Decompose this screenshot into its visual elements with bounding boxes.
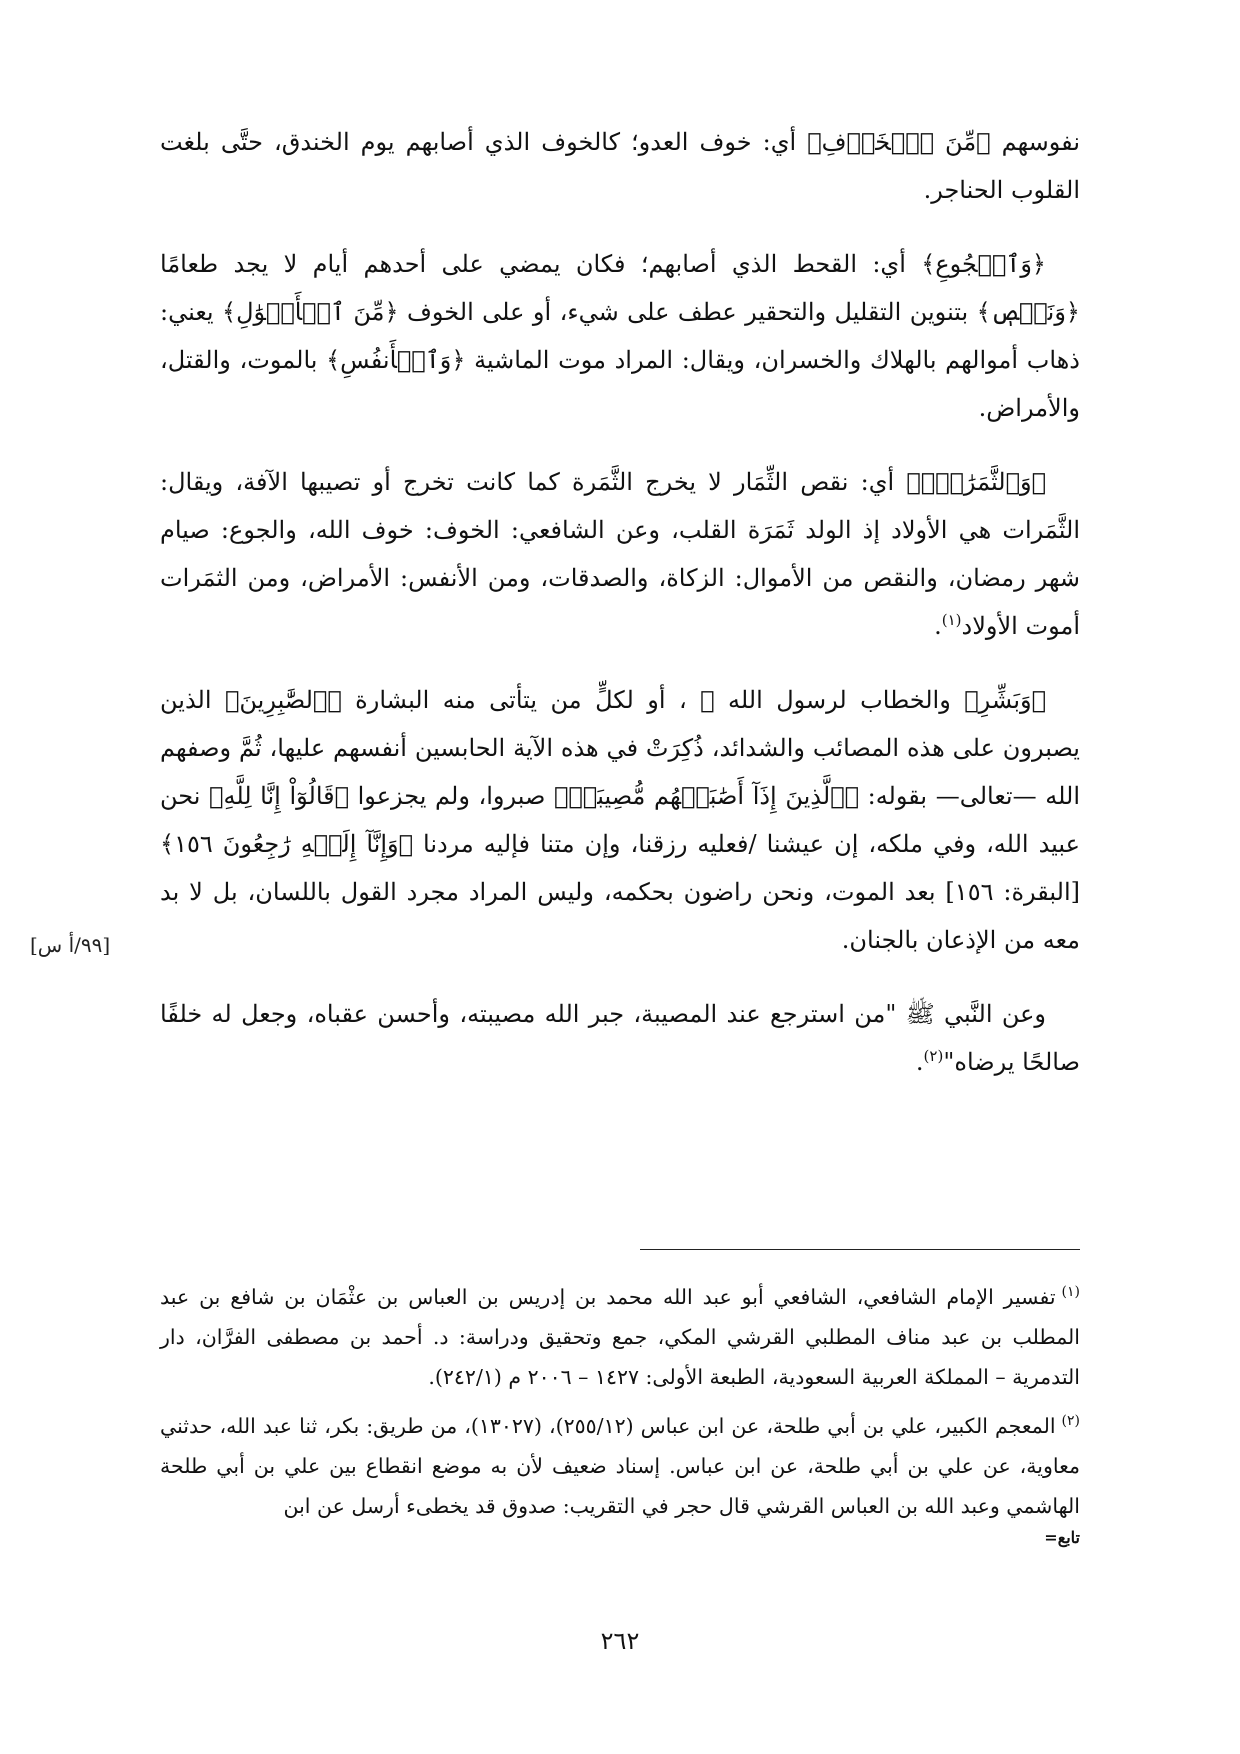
- main-text: [160, 118, 1080, 1112]
- paragraph-4: ﴿وَبَشِّرِ﴾ والخطاب لرسول الله ﷺ ، أو لكلٍّ من يتأتى منه البشارة ﴿ٱلصَّٰبِرِينَ﴾ الذين يصبرون على هذه المصائب والشدائد، ذُكِرَتْ في هذه الآية الحابسين أنفسهم عليها، ثُمَّ وصفهم الله —تعالى— بقوله: ﴿ٱلَّذِينَ إِذَآ أَصَٰبَتۡهُم مُّصِيبَةٞ﴾ صبروا، ولم يجزعوا ﴿قَالُوٓاْ إِنَّا لِلَّهِ﴾ نحن عبيد الله، وفي ملكه، إن عيشنا /فعليه رزقنا، وإن متنا فإليه مردنا ﴿وَإِنَّآ إِلَيۡهِ رَٰجِعُونَ ١٥٦﴾ [البقرة: ١٥٦] بعد الموت، ونحن راضون بحكمه، وليس المراد مجرد القول باللسان، بل لا بد معه من الإذعان بالجنان.: [160, 686, 1081, 954]
- continuation-label: تابع=: [1044, 1527, 1080, 1547]
- footnote-1: [160, 1272, 1080, 1397]
- footnote-ref-1[interactable]: (١): [941, 611, 962, 629]
- footnote-separator: [640, 1249, 1080, 1250]
- paragraph-1: نفوسهم ﴿مِّنَ ٱلۡخَوۡفِ﴾ أي: خوف العدو؛ كالخوف الذي أصابهم يوم الخندق، حتَّى بلغت القلوب الحناجر.: [160, 128, 1080, 204]
- paragraph-3: ﴿وَٱلثَّمَرَٰتِۗ﴾ أي: نقص الثِّمَار لا يخرج الثَّمَرة كما كانت تخرج أو تصيبها الآفة، ويقال: الثَّمَرات هي الأولاد إذ الولد ثَمَرَة القلب، وعن الشافعي: الخوف: خوف الله، والجوع: صيام شهر رمضان، والنقص من الأموال: الزكاة، والصدقات، ومن الأنفس: الأمراض، ومن الثمَرات أموت الأولاد$^{(١)}$.: [160, 468, 1080, 640]
- paragraph-2: ﴿وَٱلۡجُوعِ﴾ أي: القحط الذي أصابهم؛ فكان يمضي على أحدهم أيام لا يجد طعامًا ﴿وَنَقۡصٖ﴾ بتنوين التقليل والتحقير عطف على شيء، أو على الخوف ﴿مِّنَ ٱلۡأَمۡوَٰلِ﴾ يعني: ذهاب أموالهم بالهلاك والخسران، ويقال: المراد موت الماشية ﴿وَٱلۡأَنفُسِ﴾ بالموت، والقتل، والأمراض.: [160, 250, 1080, 422]
- paragraph-5-text: وعن النَّبي ﷺ "من استرجع عند المصيبة، جبر الله مصيبته، وأحسن عقباه، وجعل له خلفًا صالحًا يرضاه": [160, 1000, 1080, 1076]
- footnote-2: [160, 1401, 1080, 1526]
- footnote-text-1: تفسير الإمام الشافعي، الشافعي أبو عبد الله محمد بن إدريس بن العباس بن عثْمَان بن شافع بن عبد المطلب بن عبد مناف المطلبي القرشي المكي، جمع وتحقيق ودراسة: د. أحمد بن مصطفى الفرَّان، دار التدمرية – المملكة العربية السعودية، الطبعة الأولى: ١٤٢٧ – ٢٠٠٦ م (٢٤٢/١).: [160, 1284, 1080, 1389]
- footnotes: [160, 1272, 1080, 1550]
- page-number: ٢٦٢: [600, 1627, 640, 1655]
- footnote-text-2: المعجم الكبير، علي بن أبي طلحة، عن ابن عباس (٢٥٥/١٢)، (١٣٠٢٧)، من طريق: بكر، ثنا عبد الله، حدثني معاوية، عن علي بن أبي طلحة، عن ابن عباس. إسناد ضعيف لأن به موضع انقطاع بين علي بن أبي طلحة الهاشمي وعبد الله بن العباس القرشي قال حجر في التقريب: صدوق قد يخطىء أرسل عن ابن: [160, 1413, 1080, 1518]
- manuscript-folio-marker: [٩٩/أ س]: [30, 933, 111, 957]
- footnote-marker-2: (٢): [1061, 1412, 1080, 1429]
- footnote-ref-2[interactable]: (٢): [923, 1047, 944, 1065]
- footnote-marker-1: (١): [1061, 1284, 1080, 1300]
- paragraph-3-text: ﴿وَٱلثَّمَرَٰتِۗ﴾ أي: نقص الثِّمَار لا يخرج الثَّمَرة كما كانت تخرج أو تصيبها الآفة، ويقال: الثَّمَرات هي الأولاد إذ الولد ثَمَرَة القلب، وعن الشافعي: الخوف: خوف الله، والجوع: صيام شهر رمضان، والنقص من الأموال: الزكاة، والصدقات، ومن الأنفس: الأمراض، ومن الثمَرات أموت الأولاد: [160, 468, 1080, 640]
- paragraph-5: وعن النَّبي ﷺ "من استرجع عند المصيبة، جبر الله مصيبته، وأحسن عقباه، وجعل له خلفًا صالحًا يرضاه"$^{(٢)}$.: [160, 1000, 1080, 1076]
